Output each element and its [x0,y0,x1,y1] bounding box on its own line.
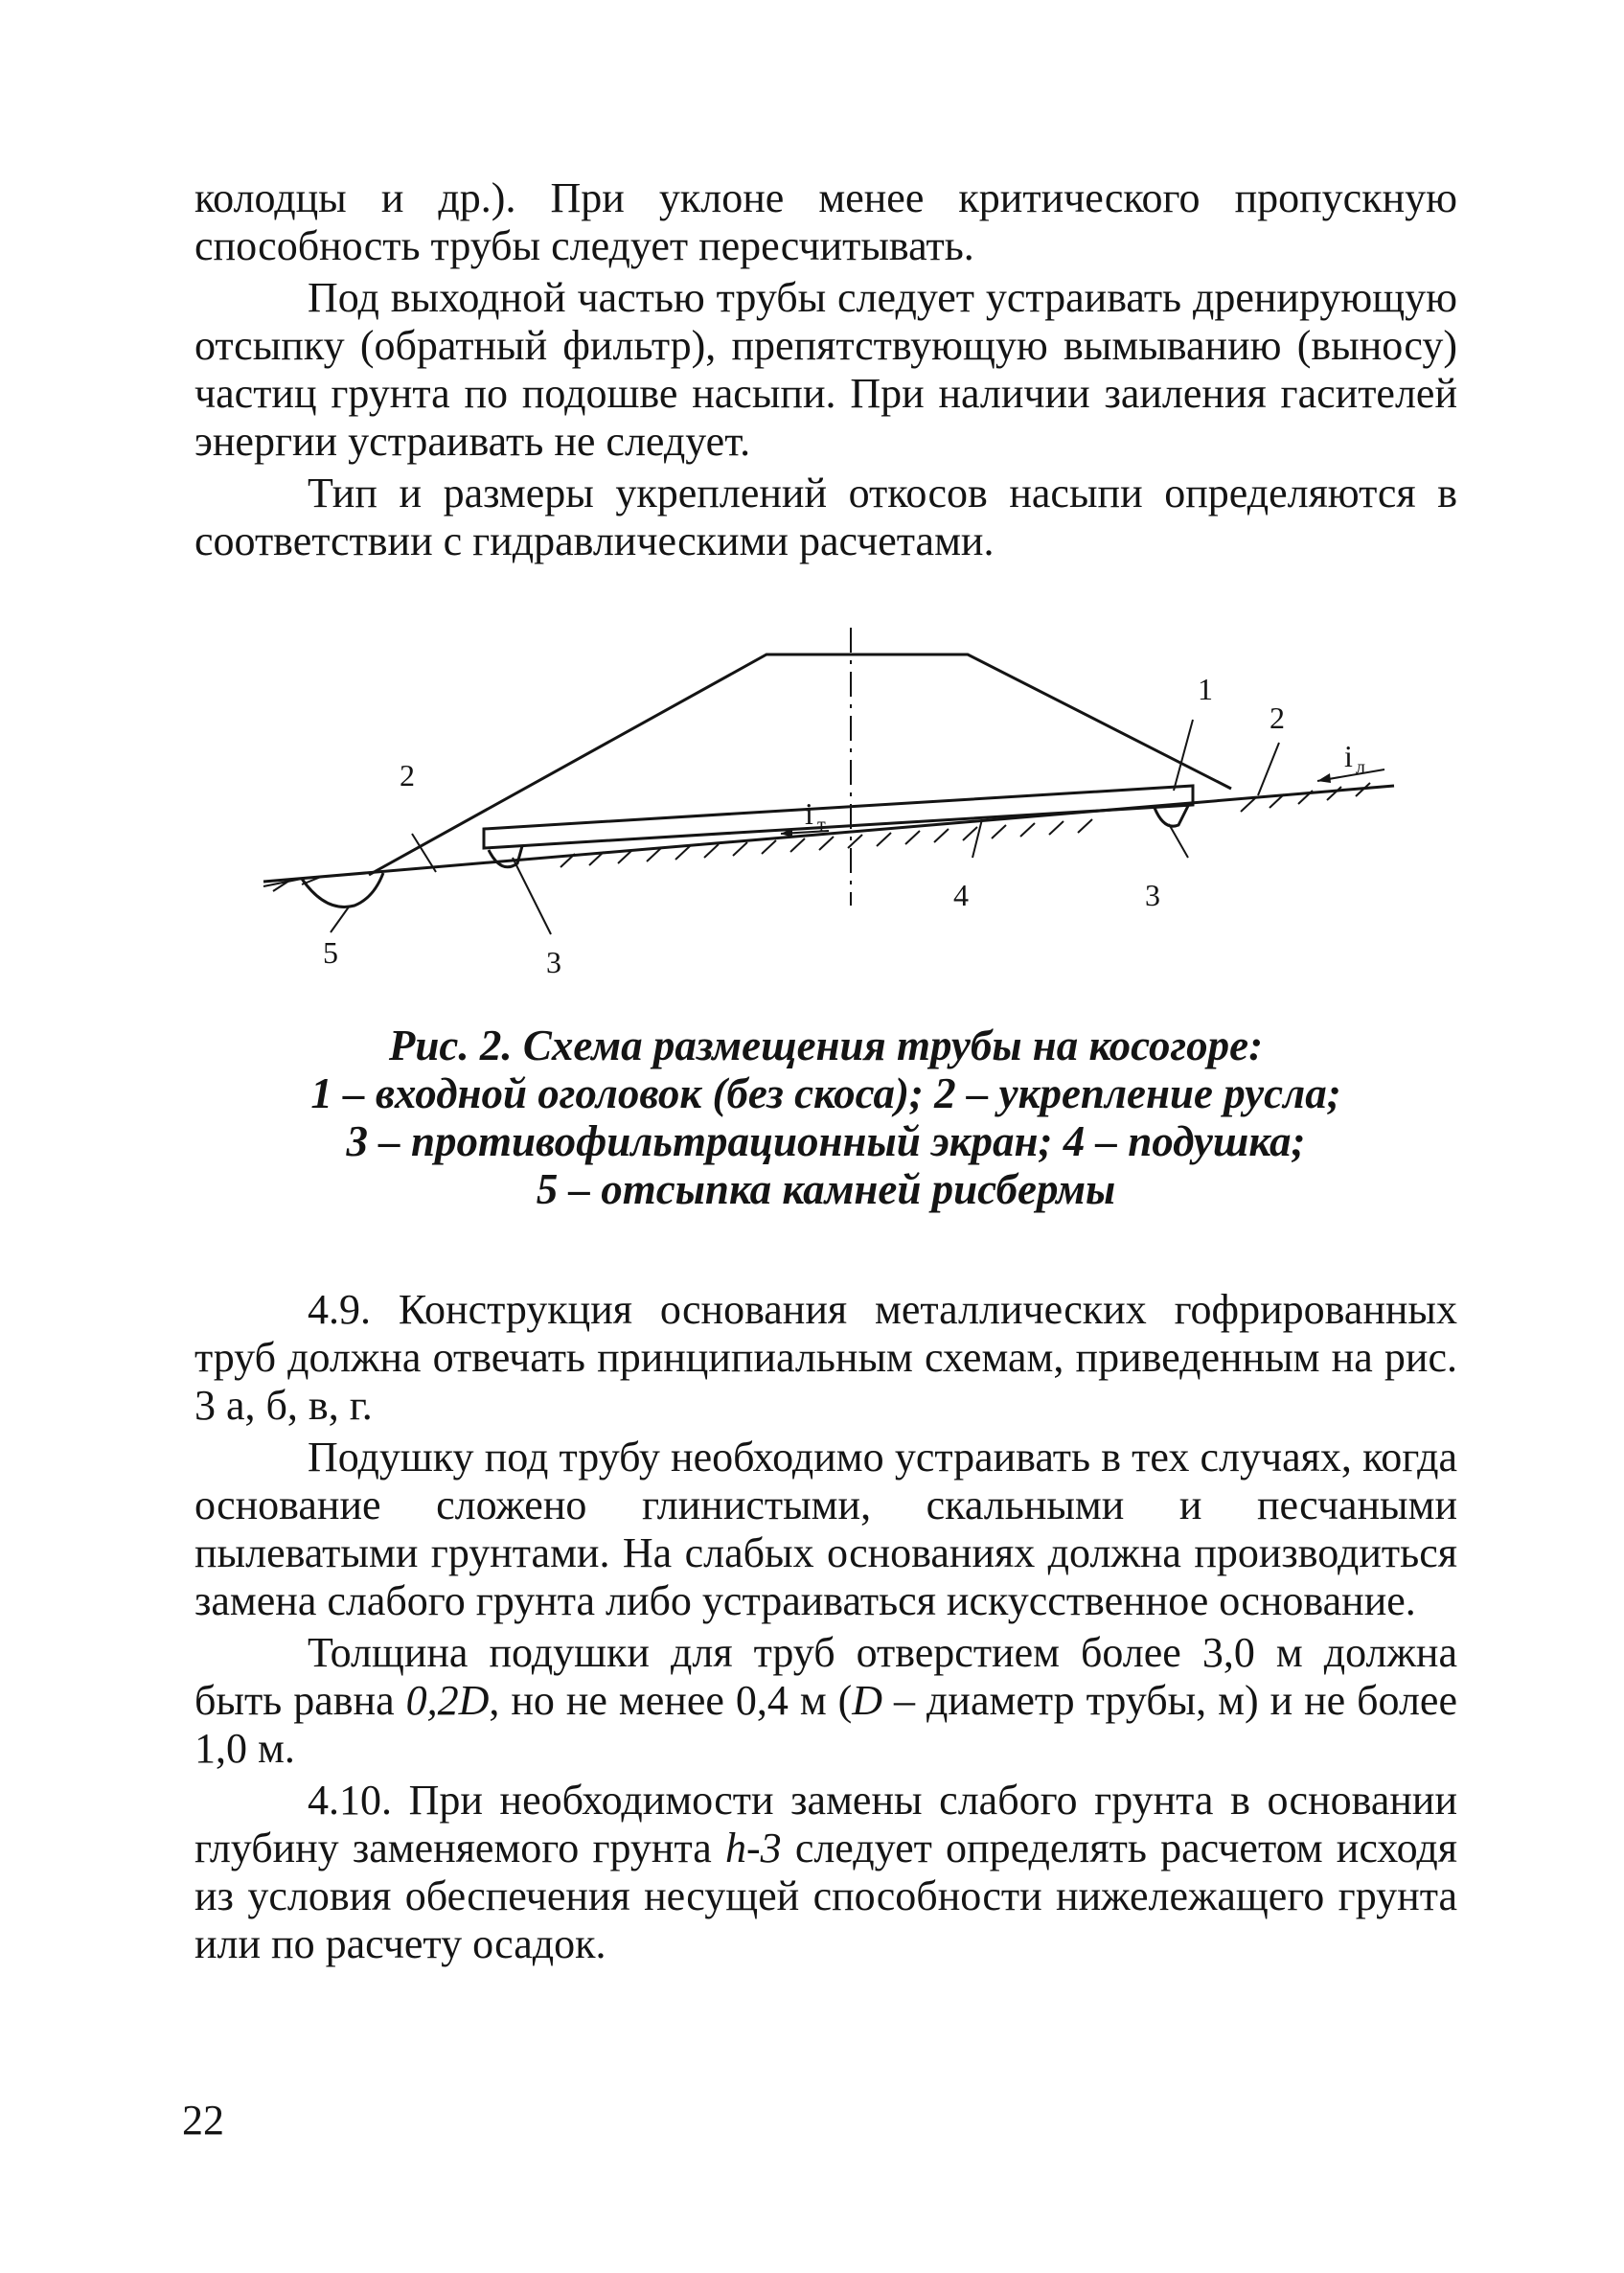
label-4: 4 [953,878,969,912]
pipe-bottom-line [484,805,1193,848]
svg-text:л: л [1356,757,1365,778]
paragraph-4-9: 4.9. Конструкция основания металлических гофрированных труб должна отвечать принципиальным схемам, приведенным на рис. 3 а, б, в, г. [194,1286,1457,1429]
caption-line-3: 3 – противофильтрационный экран; 4 – подушка; [346,1117,1306,1165]
paragraph-4-10: 4.10. При необходимости замены слабого грунта в основании глубину заменяемого грунта h-3 следует определять расчетом исходя из условия обеспечения несущей способности нижележащего грунта или по расчету осадок. [194,1777,1457,1967]
page-number: 22 [182,2097,224,2144]
paragraph-drainage: Под выходной частью трубы следует устраивать дренирующую отсыпку (обратный фильтр), препятствующую вымыванию (выносу) частиц грунта по подошве насыпи. При наличии заиления гасителей энергии устраивать не следует. [194,274,1457,465]
svg-text:т: т [817,815,826,836]
label-1: 1 [1198,672,1213,706]
label-3-right: 3 [1145,878,1160,912]
caption-line-2: 1 – входной оголовок (без скоса); 2 – укрепление русла; [310,1069,1341,1117]
label-3-left: 3 [546,945,561,979]
pipe-slope-label: i [805,796,813,831]
pipe-body [484,786,1193,848]
paragraph-slope-protection: Тип и размеры укреплений откосов насыпи определяются в соответствии с гидравлическими расчетами. [194,470,1457,564]
pipe-on-slope-diagram [244,628,1423,992]
figure-caption [194,1022,1457,1213]
ground-hatching [263,783,1370,891]
formula-0-2d: 0,2D [405,1677,490,1724]
bottom-text-block [194,1286,1457,1968]
label-2-left: 2 [400,758,415,792]
top-text-block [194,174,1457,565]
label-2-right: 2 [1269,700,1285,735]
caption-title: Рис. 2. Схема размещения трубы на косогоре: [388,1022,1264,1069]
cutoff-screen-right [1155,806,1188,826]
paragraph-cushion: Подушку под трубу необходимо устраивать в тех случаях, когда основание сложено глинистыми, скальными и песчаными пылеватыми грунтами. На слабых основаниях должна производиться замена слабого грунта либо устраиваться искусственное основание. [194,1434,1457,1624]
ground-slope-label: i [1344,739,1353,773]
paragraph-continuation: колодцы и др.). При уклоне менее критического пропускную способность трубы следует пересчитывать. [194,174,1457,269]
label-5: 5 [323,935,338,970]
caption-line-4: 5 – отсыпка камней рисбермы [536,1165,1116,1213]
symbol-d: D [852,1677,883,1724]
paragraph-cushion-thickness: Толщина подушки для труб отверстием более 3,0 м должна быть равна 0,2D, но не менее 0,4 м (D – диаметр трубы, м) и не более 1,0 м. [194,1629,1457,1772]
cutoff-screen-left [489,846,522,867]
symbol-h3: h-3 [724,1825,782,1871]
